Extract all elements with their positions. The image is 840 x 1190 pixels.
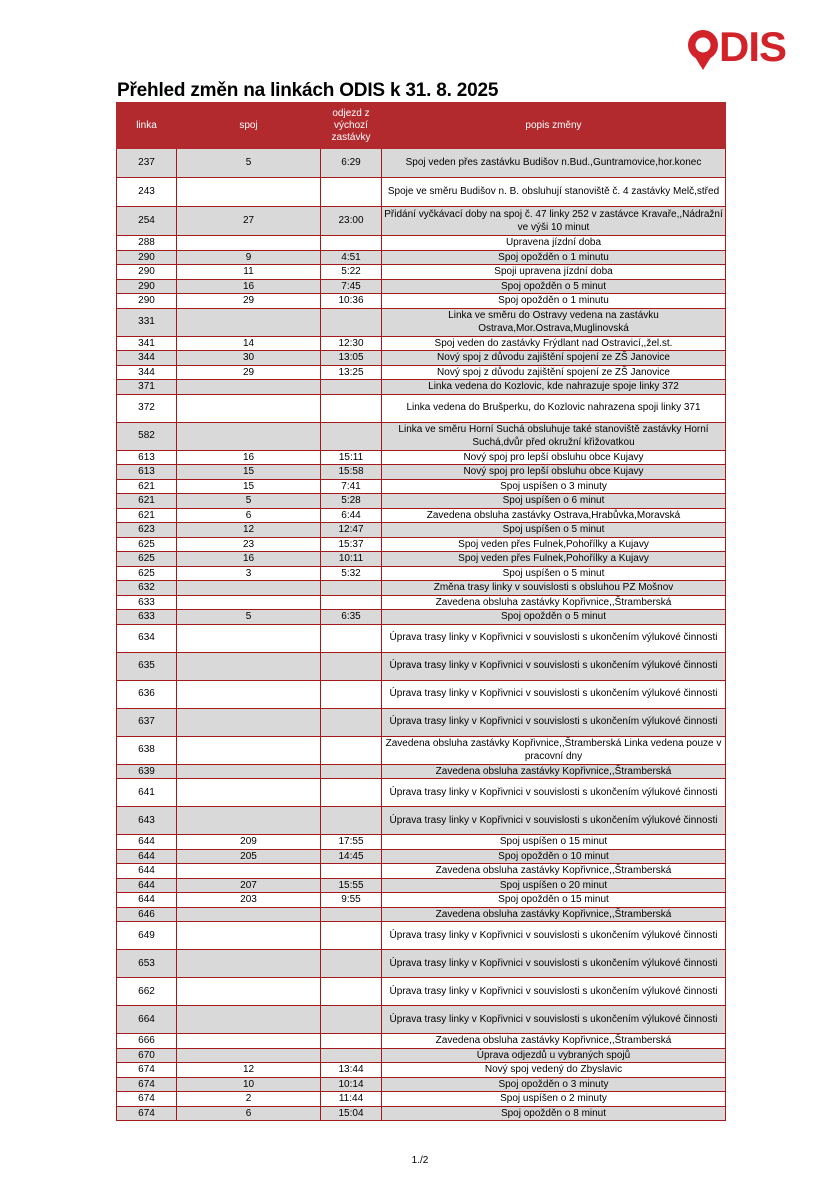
cell-odjezd: 15:55 [321,878,382,893]
odis-logo-mark [683,24,819,74]
cell-popis: Zavedena obsluha zastávky Kopřivnice,,Štramberská [382,864,726,879]
cell-odjezd: 7:45 [321,279,382,294]
cell-linka: 331 [117,308,177,336]
cell-linka: 638 [117,736,177,764]
cell-popis: Linka vedena do Kozlovic, kde nahrazuje spoje linky 372 [382,380,726,395]
cell-linka: 582 [117,422,177,450]
cell-odjezd [321,308,382,336]
cell-odjezd: 5:32 [321,566,382,581]
cell-linka: 625 [117,566,177,581]
cell-linka: 674 [117,1106,177,1121]
table-row [117,708,726,736]
cell-linka: 344 [117,365,177,380]
table-row [117,294,726,309]
cell-spoj [177,1006,321,1034]
cell-linka: 288 [117,236,177,251]
cell-linka: 644 [117,864,177,879]
cell-odjezd [321,1048,382,1063]
table-row [117,250,726,265]
cell-odjezd: 12:47 [321,523,382,538]
table-row [117,835,726,850]
cell-linka: 290 [117,294,177,309]
cell-linka: 641 [117,779,177,807]
cell-odjezd: 15:58 [321,465,382,480]
svg-text:DIS: DIS [719,24,787,70]
table-row [117,494,726,509]
cell-popis: Úprava trasy linky v Kopřivnici v souvislosti s ukončením výlukové činnosti [382,922,726,950]
cell-popis: Spoj opožděn o 8 minut [382,1106,726,1121]
cell-odjezd: 5:22 [321,265,382,280]
cell-popis: Nový spoj pro lepší obsluhu obce Kujavy [382,465,726,480]
cell-odjezd [321,978,382,1006]
table-row [117,523,726,538]
cell-spoj [177,422,321,450]
table-row [117,922,726,950]
table-row [117,907,726,922]
cell-spoj: 11 [177,265,321,280]
cell-linka: 341 [117,336,177,351]
cell-popis: Úprava trasy linky v Kopřivnici v souvislosti s ukončením výlukové činnosti [382,779,726,807]
cell-popis: Zavedena obsluha zastávky Kopřivnice,,Štramberská Linka vedena pouze v pracovní dny [382,736,726,764]
table-row [117,279,726,294]
cell-popis: Zavedena obsluha zastávky Kopřivnice,,Štramberská [382,764,726,779]
cell-odjezd: 17:55 [321,835,382,850]
cell-spoj: 5 [177,494,321,509]
cell-spoj [177,652,321,680]
cell-spoj: 6 [177,508,321,523]
cell-odjezd: 11:44 [321,1092,382,1107]
cell-popis: Spoj opožděn o 3 minuty [382,1077,726,1092]
cell-spoj: 12 [177,523,321,538]
table-row [117,1006,726,1034]
cell-odjezd [321,764,382,779]
cell-spoj: 14 [177,336,321,351]
cell-popis: Linka ve směru do Ostravy vedena na zastávku Ostrava,Mor.Ostrava,Muglinovská [382,308,726,336]
cell-spoj [177,394,321,422]
cell-spoj: 29 [177,294,321,309]
cell-popis: Úprava trasy linky v Kopřivnici v souvislosti s ukončením výlukové činnosti [382,652,726,680]
cell-spoj: 27 [177,207,321,236]
cell-odjezd [321,1006,382,1034]
cell-spoj [177,950,321,978]
cell-odjezd: 13:44 [321,1063,382,1078]
cell-odjezd [321,624,382,652]
cell-odjezd [321,581,382,596]
cell-spoj [177,1048,321,1063]
cell-popis: Spoj veden přes Fulnek,Pohořílky a Kujavy [382,552,726,567]
cell-spoj [177,595,321,610]
cell-popis: Spoj opožděn o 5 minut [382,279,726,294]
cell-spoj: 16 [177,552,321,567]
cell-linka: 344 [117,351,177,366]
table-row [117,581,726,596]
cell-spoj: 16 [177,450,321,465]
table-row [117,394,726,422]
cell-odjezd: 23:00 [321,207,382,236]
cell-spoj: 29 [177,365,321,380]
cell-odjezd [321,864,382,879]
cell-spoj [177,807,321,835]
cell-popis: Nový spoj z důvodu zajištění spojení ze ZŠ Janovice [382,365,726,380]
table-row [117,450,726,465]
cell-spoj [177,864,321,879]
table-row [117,308,726,336]
cell-popis: Spoj uspíšen o 6 minut [382,494,726,509]
cell-odjezd: 10:36 [321,294,382,309]
cell-spoj [177,680,321,708]
cell-odjezd: 4:51 [321,250,382,265]
cell-linka: 290 [117,250,177,265]
cell-popis: Linka vedena do Brušperku, do Kozlovic nahrazena spoji linky 371 [382,394,726,422]
table-row [117,1048,726,1063]
cell-popis: Nový spoj pro lepší obsluhu obce Kujavy [382,450,726,465]
column-header-spoj: spoj [177,103,321,149]
cell-popis: Spoj opožděn o 1 minutu [382,250,726,265]
cell-popis: Úprava trasy linky v Kopřivnici v souvislosti s ukončením výlukové činnosti [382,950,726,978]
cell-spoj: 5 [177,610,321,625]
cell-odjezd [321,1034,382,1049]
cell-spoj: 23 [177,537,321,552]
cell-popis: Spoj uspíšen o 15 minut [382,835,726,850]
table-row [117,1077,726,1092]
table-row [117,764,726,779]
cell-spoj: 15 [177,479,321,494]
cell-spoj: 12 [177,1063,321,1078]
table-row [117,380,726,395]
table-row [117,610,726,625]
cell-linka: 644 [117,878,177,893]
cell-odjezd: 10:11 [321,552,382,567]
cell-popis: Spoj veden do zastávky Frýdlant nad Ostravicí,,žel.st. [382,336,726,351]
cell-linka: 662 [117,978,177,1006]
table-row [117,422,726,450]
table-row [117,479,726,494]
cell-linka: 625 [117,537,177,552]
cell-odjezd [321,680,382,708]
cell-odjezd: 6:35 [321,610,382,625]
cell-linka: 636 [117,680,177,708]
cell-linka: 674 [117,1092,177,1107]
cell-popis: Spoj uspíšen o 2 minuty [382,1092,726,1107]
cell-linka: 664 [117,1006,177,1034]
cell-spoj [177,907,321,922]
cell-spoj [177,736,321,764]
table-row [117,779,726,807]
cell-popis: Zavedena obsluha zastávky Kopřivnice,,Štramberská [382,907,726,922]
cell-spoj [177,978,321,1006]
cell-linka: 623 [117,523,177,538]
table-row [117,849,726,864]
page-number: 1./2 [411,1155,429,1166]
cell-spoj: 30 [177,351,321,366]
cell-linka: 625 [117,552,177,567]
page-title: Přehled změn na linkách ODIS k 31. 8. 2025 [117,80,499,101]
table-row [117,1106,726,1121]
cell-popis: Upravena jízdní doba [382,236,726,251]
cell-linka: 633 [117,610,177,625]
table-row [117,566,726,581]
cell-linka: 372 [117,394,177,422]
table-row [117,1034,726,1049]
cell-odjezd [321,950,382,978]
cell-spoj [177,308,321,336]
cell-linka: 635 [117,652,177,680]
cell-popis: Změna trasy linky v souvislosti s obsluhou PZ Mošnov [382,581,726,596]
cell-linka: 243 [117,178,177,207]
table-row [117,1063,726,1078]
cell-linka: 637 [117,708,177,736]
cell-linka: 670 [117,1048,177,1063]
table-row [117,236,726,251]
cell-linka: 613 [117,450,177,465]
cell-spoj [177,1034,321,1049]
cell-linka: 639 [117,764,177,779]
column-header-popis: popis změny [382,103,726,149]
cell-spoj [177,922,321,950]
cell-odjezd: 10:14 [321,1077,382,1092]
table-row [117,950,726,978]
table-row [117,736,726,764]
cell-linka: 621 [117,479,177,494]
cell-spoj [177,708,321,736]
cell-spoj: 205 [177,849,321,864]
cell-odjezd [321,422,382,450]
cell-popis: Spoj opožděn o 10 minut [382,849,726,864]
cell-odjezd: 7:41 [321,479,382,494]
cell-spoj [177,779,321,807]
cell-popis: Spoj veden přes Fulnek,Pohořílky a Kujavy [382,537,726,552]
table-row [117,595,726,610]
table-row [117,624,726,652]
cell-popis: Úprava trasy linky v Kopřivnici v souvislosti s ukončením výlukové činnosti [382,708,726,736]
cell-popis: Spoj uspíšen o 3 minuty [382,479,726,494]
column-header-linka: linka [117,103,177,149]
table-row [117,508,726,523]
cell-odjezd [321,380,382,395]
cell-linka: 644 [117,893,177,908]
cell-popis: Zavedena obsluha zastávky Kopřivnice,,Štramberská [382,595,726,610]
cell-popis: Nový spoj vedený do Zbyslavic [382,1063,726,1078]
cell-odjezd: 12:30 [321,336,382,351]
cell-spoj: 207 [177,878,321,893]
cell-linka: 643 [117,807,177,835]
cell-linka: 621 [117,494,177,509]
cell-popis: Nový spoj z důvodu zajištění spojení ze ZŠ Janovice [382,351,726,366]
table-row [117,465,726,480]
cell-odjezd: 13:25 [321,365,382,380]
cell-popis: Spoj uspíšen o 20 minut [382,878,726,893]
cell-spoj [177,178,321,207]
cell-spoj: 5 [177,149,321,178]
table-header-row [117,103,726,149]
cell-popis: Úprava trasy linky v Kopřivnici v souvislosti s ukončením výlukové činnosti [382,978,726,1006]
cell-odjezd [321,394,382,422]
cell-spoj [177,581,321,596]
cell-odjezd [321,736,382,764]
cell-linka: 290 [117,279,177,294]
cell-spoj: 6 [177,1106,321,1121]
table-row [117,893,726,908]
cell-odjezd: 6:44 [321,508,382,523]
cell-odjezd [321,807,382,835]
cell-odjezd: 6:29 [321,149,382,178]
table-row [117,365,726,380]
cell-spoj [177,624,321,652]
cell-odjezd: 13:05 [321,351,382,366]
cell-odjezd: 9:55 [321,893,382,908]
cell-spoj: 2 [177,1092,321,1107]
cell-linka: 674 [117,1077,177,1092]
cell-popis: Spoj uspíšen o 5 minut [382,566,726,581]
table-row [117,552,726,567]
table-row [117,351,726,366]
cell-popis: Spoj opožděn o 15 minut [382,893,726,908]
cell-spoj [177,764,321,779]
table-row [117,807,726,835]
table-row [117,680,726,708]
table-row [117,652,726,680]
cell-popis: Spoj opožděn o 5 minut [382,610,726,625]
cell-spoj: 3 [177,566,321,581]
cell-odjezd [321,779,382,807]
cell-popis: Úprava trasy linky v Kopřivnici v souvislosti s ukončením výlukové činnosti [382,807,726,835]
cell-popis: Zavedena obsluha zastávky Ostrava,Hrabůvka,Moravská [382,508,726,523]
cell-linka: 653 [117,950,177,978]
cell-spoj [177,380,321,395]
cell-odjezd [321,652,382,680]
cell-odjezd [321,922,382,950]
table-row [117,978,726,1006]
cell-odjezd: 14:45 [321,849,382,864]
table-row [117,207,726,236]
column-header-odjezd: odjezd z výchozí zastávky [321,103,382,149]
cell-linka: 646 [117,907,177,922]
cell-odjezd [321,236,382,251]
cell-odjezd: 15:11 [321,450,382,465]
cell-odjezd [321,178,382,207]
cell-spoj: 209 [177,835,321,850]
cell-odjezd [321,708,382,736]
cell-linka: 644 [117,849,177,864]
cell-linka: 621 [117,508,177,523]
table-row [117,336,726,351]
table-row [117,878,726,893]
cell-odjezd [321,595,382,610]
cell-popis: Úprava odjezdů u vybraných spojů [382,1048,726,1063]
cell-odjezd [321,907,382,922]
cell-popis: Spoji upravena jízdní doba [382,265,726,280]
cell-popis: Spoje ve směru Budišov n. B. obsluhují stanoviště č. 4 zastávky Melč,střed [382,178,726,207]
table-row [117,178,726,207]
cell-linka: 666 [117,1034,177,1049]
changes-table [116,102,726,1121]
cell-popis: Spoj opožděn o 1 minutu [382,294,726,309]
table-row [117,265,726,280]
cell-spoj [177,236,321,251]
cell-linka: 634 [117,624,177,652]
cell-odjezd: 5:28 [321,494,382,509]
cell-linka: 644 [117,835,177,850]
cell-linka: 649 [117,922,177,950]
cell-spoj: 15 [177,465,321,480]
cell-spoj: 16 [177,279,321,294]
table-row [117,537,726,552]
cell-linka: 632 [117,581,177,596]
cell-popis: Spoj veden přes zastávku Budišov n.Bud.,Guntramovice,hor.konec [382,149,726,178]
table-body [117,149,726,1121]
cell-popis: Spoj uspíšen o 5 minut [382,523,726,538]
cell-linka: 237 [117,149,177,178]
cell-linka: 254 [117,207,177,236]
cell-popis: Zavedena obsluha zastávky Kopřivnice,,Štramberská [382,1034,726,1049]
cell-popis: Linka ve směru Horní Suchá obsluhuje také stanoviště zastávky Horní Suchá,dvůr před okružní křižovatkou [382,422,726,450]
cell-popis: Úprava trasy linky v Kopřivnici v souvislosti s ukončením výlukové činnosti [382,624,726,652]
table-row [117,864,726,879]
cell-spoj: 9 [177,250,321,265]
cell-odjezd: 15:37 [321,537,382,552]
cell-linka: 674 [117,1063,177,1078]
cell-popis: Úprava trasy linky v Kopřivnici v souvislosti s ukončením výlukové činnosti [382,1006,726,1034]
cell-linka: 613 [117,465,177,480]
cell-linka: 290 [117,265,177,280]
cell-linka: 633 [117,595,177,610]
odis-logo [683,24,819,74]
table-row [117,1092,726,1107]
table-row [117,149,726,178]
cell-popis: Úprava trasy linky v Kopřivnici v souvislosti s ukončením výlukové činnosti [382,680,726,708]
cell-spoj: 203 [177,893,321,908]
cell-linka: 371 [117,380,177,395]
cell-spoj: 10 [177,1077,321,1092]
cell-popis: Přidání vyčkávací doby na spoj č. 47 linky 252 v zastávce Kravaře,,Nádražní ve výši 10 minut [382,207,726,236]
cell-odjezd: 15:04 [321,1106,382,1121]
